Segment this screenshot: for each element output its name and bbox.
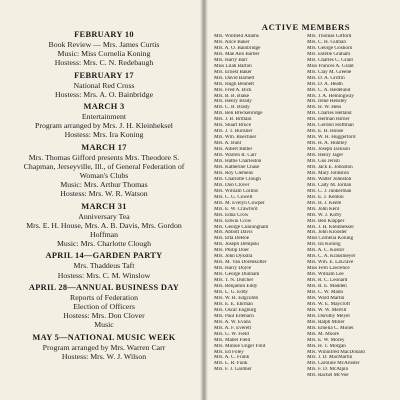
event-line: Chapman, Jerseyville, Ill., of General Federation of — [23, 161, 185, 171]
member-name: Mrs. C. H. Gilman — [307, 39, 346, 45]
member-name: Mrs. H. J. Keefe — [307, 200, 342, 206]
member-name: Mrs. Walter Johnston — [307, 176, 352, 182]
member-name: Mrs. L. G. Eddy — [214, 289, 249, 295]
member-name: Mrs. E. J. Kenton — [307, 194, 344, 200]
member-name: Mrs. T. N. Dutcher — [214, 278, 254, 284]
member-name: Mrs. A. W. Evans — [214, 319, 251, 325]
member-name: Mrs. J. A. Hemingway — [307, 93, 354, 99]
member-name: Mrs. Alice Baker — [214, 39, 250, 45]
member-name: Mrs. Winfield Adams — [214, 34, 259, 39]
member-name: Mrs. Abbott Davis — [214, 230, 253, 236]
member-name: Mrs. Charles Hetland — [307, 111, 352, 117]
member-name: Mrs. Mary Johnston — [307, 170, 349, 176]
member-name: Mrs. Paul Erlebach — [214, 313, 254, 319]
member-name: Mrs. C. G. Cowell — [214, 194, 253, 200]
member-name: Mrs. C. A. Hedelund — [307, 87, 351, 93]
member-name: Mrs. Fred A. Bick — [214, 87, 252, 93]
event-line: Hostess: Mrs. C. N. Redebaugh — [54, 58, 154, 68]
member-name: Mrs. Etta DeBoe — [214, 236, 250, 242]
event-line: Music — [94, 320, 114, 330]
member-name: Mrs. John Klooster — [307, 230, 347, 236]
member-name: Mrs. H. T. Morgan — [307, 343, 346, 349]
program-event — [12, 202, 196, 249]
member-name: Mrs. John Dykstra — [214, 254, 253, 260]
event-heading: MARCH 17 — [81, 142, 127, 152]
member-name: Mrs. Benjamin Eddy — [214, 284, 258, 290]
event-line: Program arranged by Mrs. Warren Carr — [42, 342, 166, 352]
member-name: Mrs. Philip Doer — [214, 248, 250, 254]
event-line: Election of Officers — [73, 302, 135, 312]
member-name: Mrs. William Collins — [214, 188, 258, 194]
member-name: Mrs. C. A. Krausmeyer — [307, 254, 356, 260]
member-name: Mrs. Charlotte Clough — [214, 176, 261, 182]
member-name: Mrs. A. F. Everett — [214, 325, 252, 331]
member-name: Mrs. R. E. Madden — [307, 284, 347, 290]
member-name: Mrs. Rachel McVoe — [307, 373, 349, 379]
member-name: Mrs. E. W. Morey — [307, 337, 345, 343]
event-line: Hostess: Mrs. W. R. Watson — [60, 189, 148, 199]
event-line: Mrs. E. H. House, Mrs. A. B. Davis, Mrs. Gordon — [26, 220, 182, 230]
member-name: Mrs. H. A. Huntley — [307, 141, 348, 147]
member-name: Mrs. D. A. Griffin — [307, 75, 345, 81]
event-line: Music: Mrs. Charlotte Clough — [57, 239, 151, 249]
member-name: Mrs. William Lee — [307, 272, 344, 278]
member-name: Mrs. A. Bunt — [214, 141, 242, 147]
member-name: Mrs. Wm. E. LaGrave — [307, 260, 354, 266]
member-name: Mrs. Charles C. Grant — [307, 57, 353, 63]
member-name: Mrs. W. W. Merrill — [307, 307, 347, 313]
event-heading: MARCH 3 — [83, 102, 125, 112]
member-name: Mrs. Herman Hirner — [307, 117, 350, 123]
program-event — [12, 30, 196, 68]
member-name: Mrs. Ernest Baker — [214, 69, 252, 75]
member-name: Mrs. W. H. Huggerford — [307, 135, 356, 141]
member-name: Mrs. L. R. Funk — [214, 361, 248, 367]
right-page — [204, 0, 400, 400]
member-name: Mrs. Gordon Hoffman — [307, 123, 354, 129]
member-name: Mrs. A. C. Kostor — [307, 248, 345, 254]
member-name: Mrs. R. C. Leonard — [307, 278, 348, 284]
member-name: Mrs. Edna Crow — [214, 212, 249, 218]
member-name: Mrs. Ben Breckenridge — [214, 111, 263, 117]
member-name: Miss Frances A. Grant — [307, 63, 354, 69]
member-name: Mrs. M. Evelyn Cowper — [214, 200, 265, 206]
member-name: Mrs. Emelia C. Monei — [307, 325, 354, 331]
member-name: Mrs. Oscar Engburg — [214, 307, 257, 313]
member-name: Mrs. Ralph Miller — [307, 319, 345, 325]
member-name: Mrs. George Cunningham — [214, 224, 269, 230]
program-event — [12, 251, 196, 279]
member-name: Mrs. Edwin Crow — [214, 218, 252, 224]
member-name: Mrs. H. W. Hess — [307, 105, 342, 111]
member-name: Mrs. E. E. Ehrman — [214, 301, 253, 307]
member-name: Mrs. J. B. Brittain — [214, 117, 252, 123]
members-title: ACTIVE MEMBERS — [261, 22, 351, 32]
event-line: Reports of Federation — [70, 292, 138, 302]
member-name: Mrs. Estelle Graham — [307, 51, 351, 57]
program-event — [12, 102, 196, 140]
event-line: Hostess: Mrs. Ira Koning — [64, 130, 144, 140]
member-name: Mrs. E. H. House — [307, 129, 344, 135]
member-name: Mrs. Clay M. Greene — [307, 69, 352, 75]
event-heading: MAY 5—NATIONAL MUSIC WEEK — [32, 332, 176, 342]
event-line: Music: Miss Cornelia Koning — [57, 49, 151, 59]
member-name: Mrs. Albert Butler — [214, 147, 253, 153]
event-line: Mrs. Thomas Gifford presents Mrs. Theodore S. — [28, 152, 180, 162]
member-name: Mrs. Gus Jerish — [307, 159, 340, 165]
event-line: Hostess: Mrs. C. M. Winslow — [57, 270, 151, 280]
member-name: Mrs. A. O. Bainbridge — [214, 45, 261, 51]
member-name: Mrs. Joseph Dempski — [214, 242, 260, 248]
member-name: Miss Cornelia Koning — [307, 236, 354, 242]
program-event — [12, 143, 196, 199]
member-name: Mrs. C. W. Mann — [307, 289, 344, 295]
member-name: Mrs. E. W. Crawford — [214, 206, 258, 212]
program-event — [12, 333, 196, 361]
member-name: Mrs. Roy Clemens — [214, 170, 254, 176]
member-name: Mrs. Minnie Unger Flint — [214, 343, 266, 349]
member-name: Mrs. W. H. Edgcomb — [214, 295, 259, 301]
member-name: Mrs. Irene Hensley — [307, 99, 347, 105]
member-name: Mrs. Dorothy Meyer — [307, 313, 351, 319]
member-name: Mrs. Henry Brady — [214, 99, 252, 105]
program-event — [12, 71, 196, 99]
member-name: Mrs. Mae Ann Barber — [214, 51, 260, 57]
member-name: Mrs. Cady M. Jordan — [307, 182, 352, 188]
member-name: Mrs. Thomas Gifford — [307, 34, 352, 39]
event-line: Hostess: Mrs. A. O. Bainbridge — [54, 89, 154, 99]
member-name: Mrs. B. B. Blake — [214, 93, 250, 99]
members-column-2 — [307, 34, 394, 379]
event-heading: FEBRUARY 17 — [74, 70, 134, 80]
member-name: Mrs. G. W. Field — [214, 331, 249, 337]
event-line: National Red Cross — [73, 80, 135, 90]
member-name: Mrs. Wm. Buechner — [214, 135, 257, 141]
member-name: Mrs. Harry Barr — [214, 57, 248, 63]
member-name: Mrs. M. Van Dorenkotter — [214, 260, 267, 266]
member-name: Mrs. M. Moore — [307, 331, 339, 337]
member-name: Mrs. Harry Doyle — [214, 266, 252, 272]
members-column-1 — [214, 34, 301, 379]
event-line: Hostess: Mrs. Don Clover — [63, 311, 145, 321]
member-name: Mrs. Don Clover — [214, 182, 250, 188]
event-heading: APRIL 14—GARDEN PARTY — [45, 251, 163, 261]
event-line: Hostess: Mrs. W. J. Wilson — [61, 351, 147, 361]
member-name: Mrs. Katherine Chase — [214, 164, 260, 170]
member-name: Mrs. David Barnett — [214, 75, 255, 81]
member-name: Mrs. F. J. Gardner — [214, 367, 252, 373]
member-name: Mrs. C. R. Brady — [214, 105, 250, 111]
member-name: Mrs. John Kent — [307, 206, 340, 212]
member-name: Miss Lilah Barton — [214, 63, 252, 69]
member-name: Mrs. Joseph Jackson — [307, 147, 350, 153]
member-name: Miss Fern Lawrence — [307, 266, 350, 272]
member-name: Mrs. George Dunham — [214, 272, 260, 278]
member-name: Mrs. A. C. Frank — [214, 355, 250, 361]
member-name: Mrs. J. T. Buckner — [214, 129, 253, 135]
member-name: Mrs. D. A. Heath — [307, 81, 343, 87]
member-name: Mrs. J. H. Kleinheksel — [307, 224, 354, 230]
member-name: Mrs. W. E. Maycroft — [307, 301, 350, 307]
members-columns — [214, 34, 394, 379]
member-name: Mrs. Jack E. Johnston — [307, 164, 353, 170]
member-name: Mrs. George Goshorn — [307, 45, 353, 51]
event-heading: MARCH 31 — [81, 201, 127, 211]
event-line: Hoffman — [89, 230, 118, 240]
member-name: Mrs. Stuart Bruce — [214, 123, 252, 129]
member-name: Mrs. Hattie Charleston — [214, 159, 262, 165]
member-name: Mrs. F. D. McAlpin — [307, 367, 349, 373]
member-name: Mrs. Henry Jager — [307, 153, 344, 159]
member-name: Mrs. Warren R. Carr — [214, 153, 257, 159]
member-name: Mrs. Ben Klapper — [307, 218, 345, 224]
program-event — [12, 283, 196, 330]
event-heading: APRIL 28—ANNUAL BUSINESS DAY — [28, 282, 180, 292]
member-name: Mrs. Ed Foley — [214, 349, 244, 355]
member-name: Mrs. Ira Koning — [307, 242, 341, 248]
member-name: Mrs. Mabel Field — [214, 337, 251, 343]
member-name: Mrs. C. J. Junkerman — [307, 188, 352, 194]
event-heading: FEBRUARY 10 — [74, 30, 134, 39]
member-name: Mrs. W. J. Kirby — [307, 212, 342, 218]
member-name: Mrs. Ward Martin — [307, 295, 345, 301]
member-name: Mrs. J. D. MacMartin — [307, 355, 353, 361]
program-schedule — [12, 30, 196, 361]
member-name: Mrs. Winnifred MacDonald — [307, 349, 365, 355]
event-line: Program arranged by Mrs. J. H. Kleinheksel — [35, 121, 173, 131]
event-line: Anniversary Tea — [78, 211, 130, 221]
event-line: Book Review — Mrs. James Curtis — [48, 40, 160, 49]
event-line: Entertainment — [81, 112, 127, 122]
event-line: Music: Mrs. Arthur Thomas — [60, 180, 148, 190]
member-name: Mrs. Hugh Bennett — [214, 81, 254, 87]
event-line: Woman's Clubs — [79, 171, 129, 181]
member-name: Mrs. Caroline McAllister — [307, 361, 360, 367]
event-line: Mrs. Thaddeus Taft — [73, 261, 135, 271]
